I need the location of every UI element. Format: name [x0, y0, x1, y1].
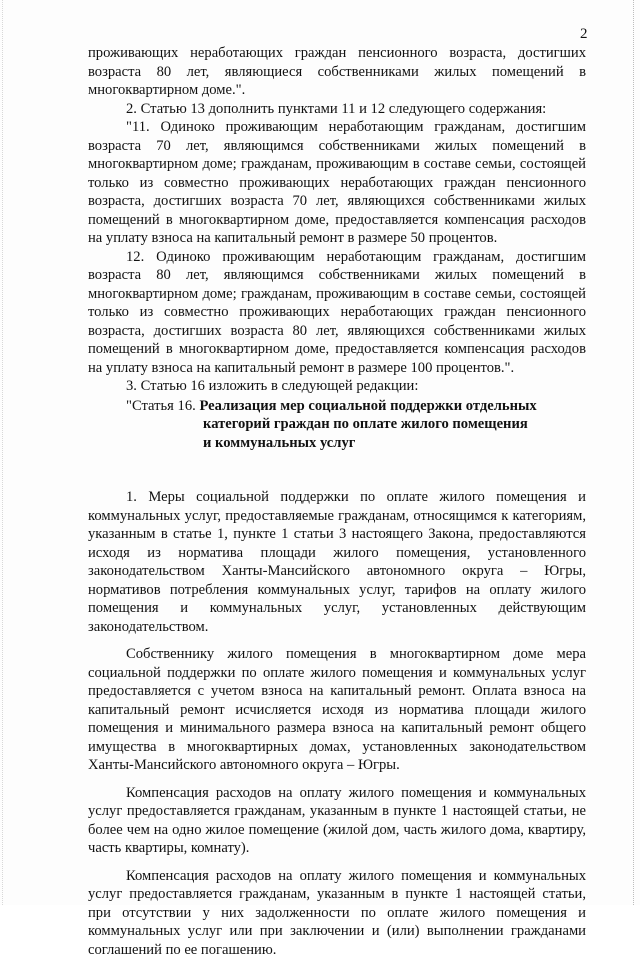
- paragraph-continuation: проживающих неработающих граждан пенсионного возраста, достигших возраста 80 лет, являющиеся собственниками жилых помещений в многоквартирном доме.".: [88, 44, 586, 100]
- paragraph-body-4: Компенсация расходов на оплату жилого помещения и коммунальных услуг предоставляется гражданам, указанным в пункте 1 настоящей статьи, при отсутствии у них задолженности по оплате жилого помещения и коммунальных услуг или при заключении и (или) выполнении гражданами соглашений по ее погашению.: [88, 867, 586, 959]
- article-title-line-2: категорий граждан по оплате жилого помещения: [88, 415, 586, 434]
- article-title-line-1: Реализация мер социальной поддержки отдельных: [199, 398, 536, 414]
- paragraph-amendment-3: 3. Статью 16 изложить в следующей редакции:: [88, 377, 586, 396]
- article-heading: [88, 397, 586, 416]
- spacer: [88, 636, 586, 645]
- document-body: [88, 44, 586, 959]
- paragraph-body-3: Компенсация расходов на оплату жилого помещения и коммунальных услуг предоставляется гражданам, указанным в пункте 1 настоящей статьи, не более чем на одно жилое помещение (жилой дом, часть жилого дома, квартиру, часть квартиры, комнату).: [88, 784, 586, 858]
- paragraph-point-11: "11. Одиноко проживающим неработающим гражданам, достигшим возраста 70 лет, являющимся собственниками жилых помещений в многоквартирном доме; гражданам, проживающим в составе семьи, состоящей только из совместно проживающих неработающих граждан пенсионного возраста, достигших возраста 70 лет, являющихся собственниками жилых помещений в многоквартирном доме, предоставляется компенсация расходов на уплату взноса на капитальный ремонт в размере 50 процентов.: [88, 118, 586, 248]
- scan-edge-left: [2, 0, 4, 905]
- page-number: 2: [580, 26, 588, 43]
- paragraph-amendment-2: 2. Статью 13 дополнить пунктами 11 и 12 следующего содержания:: [88, 100, 586, 119]
- spacer: [88, 452, 586, 488]
- paragraph-point-12: 12. Одиноко проживающим неработающим гражданам, достигшим возраста 80 лет, являющимся собственниками жилых помещений в многоквартирном доме; гражданам, проживающим в составе семьи, состоящей только из совместно проживающих неработающих граждан пенсионного возраста, достигших возраста 80 лет, являющихся собственниками жилых помещений в многоквартирном доме, предоставляется компенсация расходов на уплату взноса на капитальный ремонт в размере 100 процентов.".: [88, 248, 586, 378]
- spacer: [88, 858, 586, 867]
- paragraph-body-1: 1. Меры социальной поддержки по оплате жилого помещения и коммунальных услуг, предоставляемые гражданам, относящимся к категориям, указанным в статье 1, пункте 1 статьи 3 настоящего Закона, предоставляются исходя из норматива площади жилого помещения, установленного законодательством Ханты-Мансийского автономного округа – Югры, нормативов потребления коммунальных услуг, тарифов на оплату жилого помещения и коммунальных услуг, установленных действующим законодательством.: [88, 488, 586, 636]
- paragraph-body-2: Собственнику жилого помещения в многоквартирном доме мера социальной поддержки по оплате жилого помещения и коммунальных услуг предоставляется с учетом взноса на капитальный ремонт. Оплата взноса на капитальный ремонт исчисляется исходя из норматива площади жилого помещения и минимального размера взноса на капитальный ремонт общего имущества в многоквартирных домах, установленных законодательством Ханты-Мансийского автономного округа – Югры.: [88, 645, 586, 775]
- scan-edge-right: [632, 0, 634, 905]
- article-title-line-3: и коммунальных услуг: [88, 434, 586, 453]
- spacer: [88, 775, 586, 784]
- article-prefix: "Статья 16.: [126, 398, 196, 414]
